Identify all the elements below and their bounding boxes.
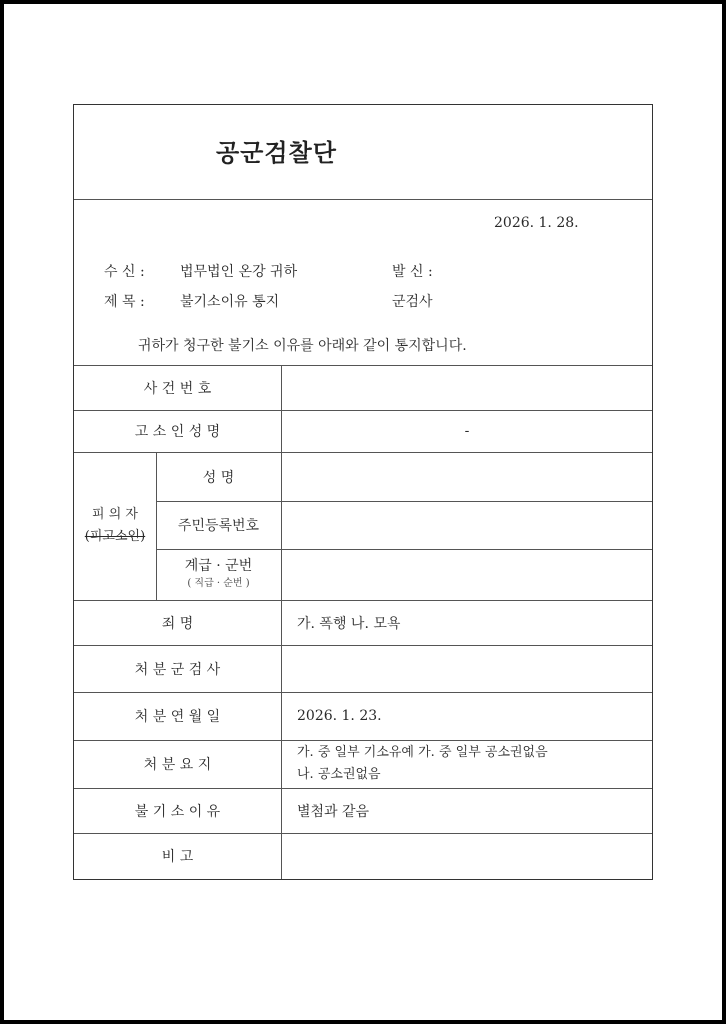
- rank-service-number-label: [156, 549, 281, 600]
- subject-label: 제 목 :: [104, 294, 145, 310]
- disposition-prosecutor-label: 처 분 군 검 사: [134, 661, 221, 678]
- remarks-value: [281, 833, 669, 879]
- suspect-name-label: 성 명: [202, 469, 235, 486]
- suspect-label-struck: (피고소인): [84, 529, 146, 544]
- complainant-name-value: -: [464, 423, 470, 439]
- disposition-date-label: 처 분 연 월 일: [134, 709, 221, 725]
- rank-label-main: 계급 · 군번: [184, 557, 253, 574]
- rank-service-number-value: [281, 549, 669, 600]
- charge-value: 가. 폭행 나. 모욕: [297, 615, 401, 632]
- notice-document: [73, 104, 653, 880]
- non-prosecution-reason-label: 불 기 소 이 유: [134, 803, 221, 820]
- sender-value: 군검사: [392, 294, 433, 310]
- charge-label: 죄 명: [161, 615, 194, 632]
- recipient-value: 법무법인 온강 귀하: [180, 264, 298, 280]
- complainant-name-label: 고 소 인 성 명: [134, 424, 221, 440]
- disposition-summary-value: [281, 740, 669, 788]
- disposition-prosecutor-value: [281, 645, 669, 692]
- header-divider: [74, 199, 652, 200]
- subject-value: 불기소이유 통지: [180, 294, 280, 310]
- disposition-summary-line-1: 가. 중 일부 기소유예 가. 중 일부 공소권없음: [297, 745, 548, 760]
- document-date: 2026. 1. 28.: [494, 215, 579, 231]
- suspect-label-main: 피 의 자: [92, 507, 138, 522]
- suspect-name-value: [281, 452, 669, 501]
- remarks-label: 비 고: [161, 849, 194, 865]
- case-number-label: 사 건 번 호: [143, 380, 212, 397]
- disposition-summary-line-2: 나. 공소권없음: [297, 767, 381, 782]
- sender-label: 발 신 :: [392, 264, 433, 280]
- disposition-summary-label: 처 분 요 지: [143, 757, 212, 773]
- recipient-label: 수 신 :: [104, 264, 145, 280]
- rank-label-sub: ( 직급 · 순번 ): [187, 577, 250, 589]
- disposition-date-value: 2026. 1. 23.: [297, 708, 382, 724]
- notice-text: 귀하가 청구한 불기소 이유를 아래와 같이 통지합니다.: [138, 338, 467, 354]
- suspect-label: [74, 452, 156, 600]
- case-number-value: [281, 365, 669, 410]
- resident-number-label: 주민등록번호: [177, 518, 260, 534]
- organization-title: 공군검찰단: [216, 138, 337, 167]
- resident-number-value: [281, 501, 669, 549]
- non-prosecution-reason-value: 별첨과 같음: [297, 803, 370, 820]
